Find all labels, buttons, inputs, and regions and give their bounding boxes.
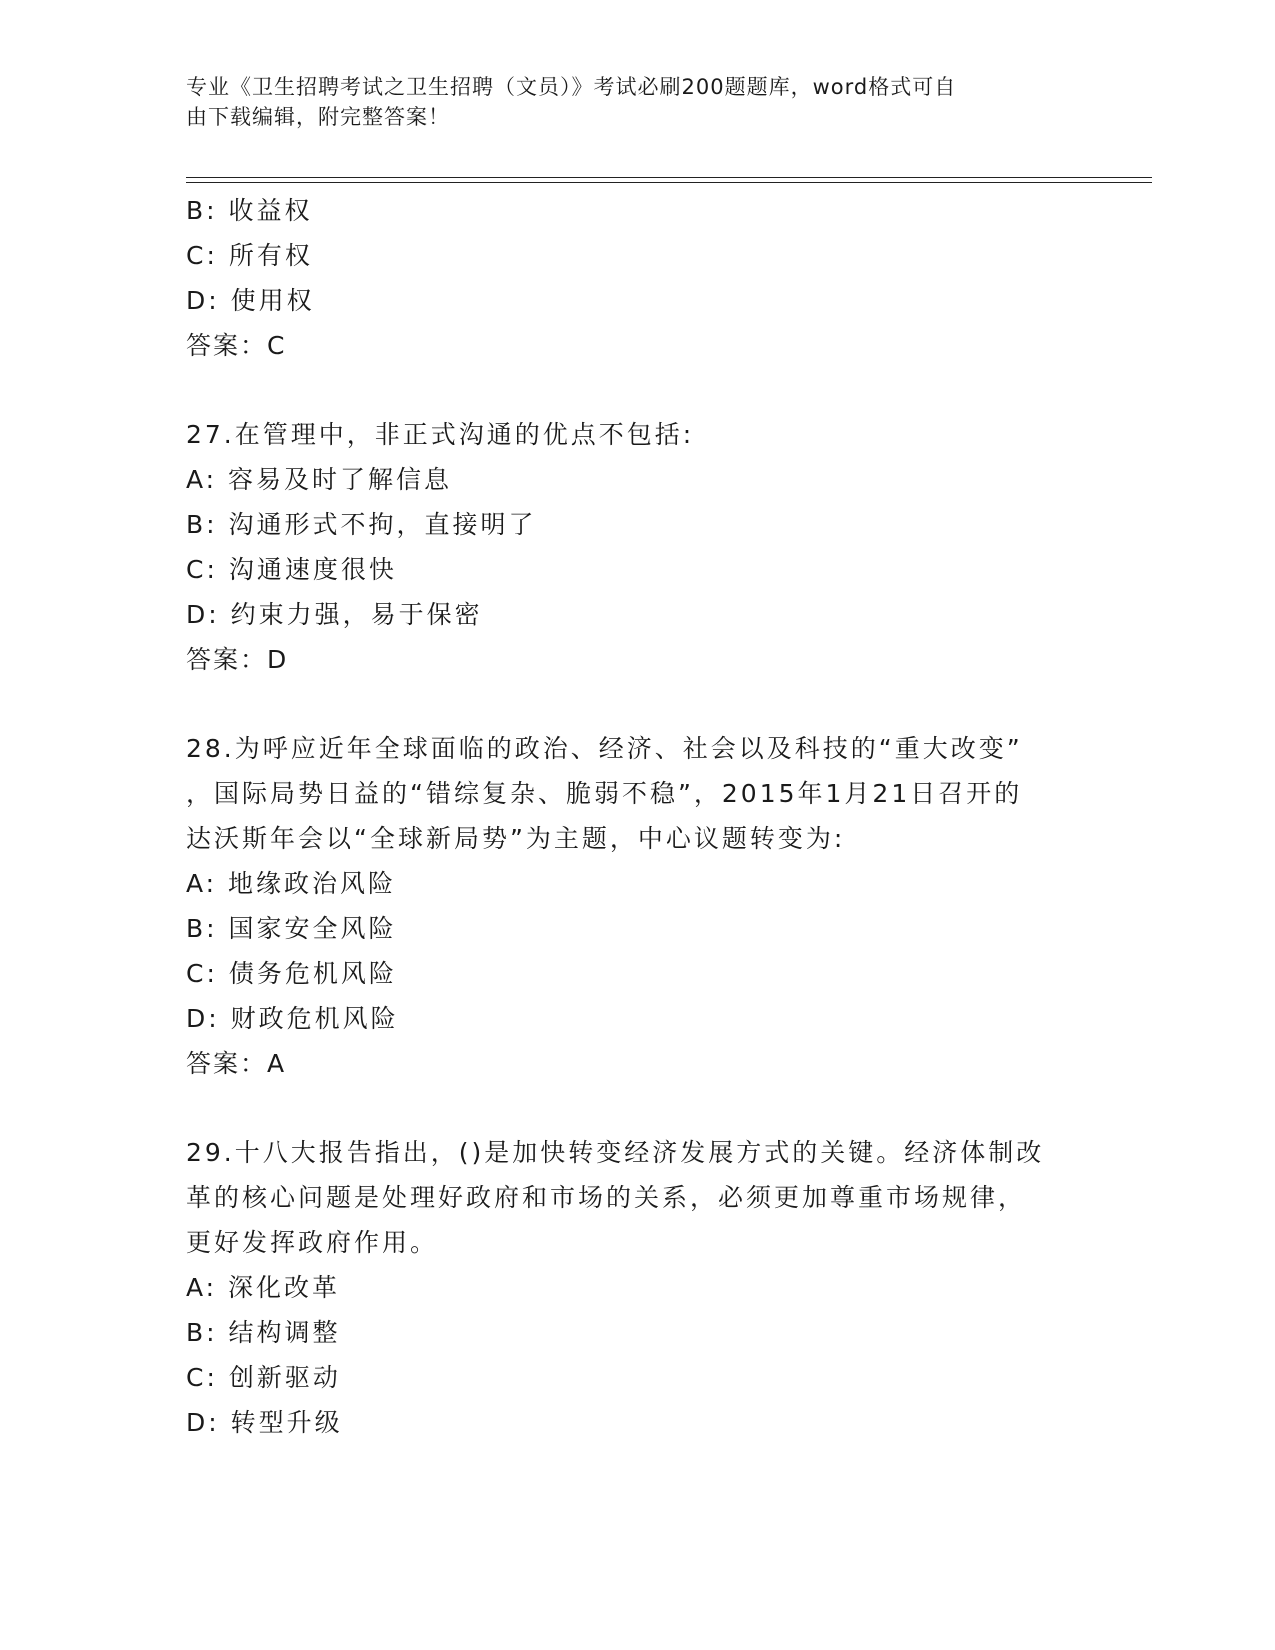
spacer	[186, 369, 1086, 412]
option-b: B: 国家安全风险	[186, 914, 397, 943]
question-27	[186, 412, 1086, 683]
header-line-1: 专业《卫生招聘考试之卫生招聘（文员）》考试必刷200题题库，word格式可自	[186, 75, 957, 99]
question-29	[186, 1130, 1086, 1445]
question-text-line-2: 革的核心问题是处理好政府和市场的关系，必须更加尊重市场规律，	[186, 1183, 1027, 1212]
option-b: B: 结构调整	[186, 1318, 341, 1347]
header-divider-top	[186, 177, 1152, 178]
question-text-line-3: 更好发挥政府作用。	[186, 1228, 439, 1257]
option-c: C: 创新驱动	[186, 1363, 341, 1392]
header-line-2: 由下载编辑，附完整答案！	[186, 105, 450, 129]
page-header	[186, 72, 1066, 132]
answer: 答案：D	[186, 645, 289, 674]
option-b: B: 收益权	[186, 196, 313, 225]
option-d: D: 转型升级	[186, 1408, 343, 1437]
option-c: C: 沟通速度很快	[186, 555, 397, 584]
question-text-line-1: 29.十八大报告指出，()是加快转变经济发展方式的关键。经济体制改	[186, 1138, 1045, 1167]
spacer	[186, 1087, 1086, 1130]
option-d: D: 财政危机风险	[186, 1004, 399, 1033]
answer: 答案：A	[186, 1049, 287, 1078]
option-b: B: 沟通形式不拘，直接明了	[186, 510, 537, 539]
option-a: A: 深化改革	[186, 1273, 341, 1302]
spacer	[186, 683, 1086, 726]
question-text-line-2: ，国际局势日益的“错综复杂、脆弱不稳”，2015年1月21日召开的	[186, 779, 1023, 808]
question-26-tail	[186, 188, 1086, 369]
question-text: 27.在管理中，非正式沟通的优点不包括:	[186, 420, 695, 449]
option-d: D: 约束力强，易于保密	[186, 600, 483, 629]
header-divider-bottom	[186, 182, 1152, 183]
question-28	[186, 726, 1086, 1087]
question-text-line-3: 达沃斯年会以“全球新局势”为主题，中心议题转变为:	[186, 824, 846, 853]
option-d: D: 使用权	[186, 286, 315, 315]
option-a: A: 容易及时了解信息	[186, 465, 453, 494]
question-text-line-1: 28.为呼应近年全球面临的政治、经济、社会以及科技的“重大改变”	[186, 734, 1023, 763]
answer: 答案：C	[186, 331, 287, 360]
question-list	[186, 188, 1086, 1445]
option-c: C: 债务危机风险	[186, 959, 397, 988]
option-c: C: 所有权	[186, 241, 313, 270]
option-a: A: 地缘政治风险	[186, 869, 397, 898]
